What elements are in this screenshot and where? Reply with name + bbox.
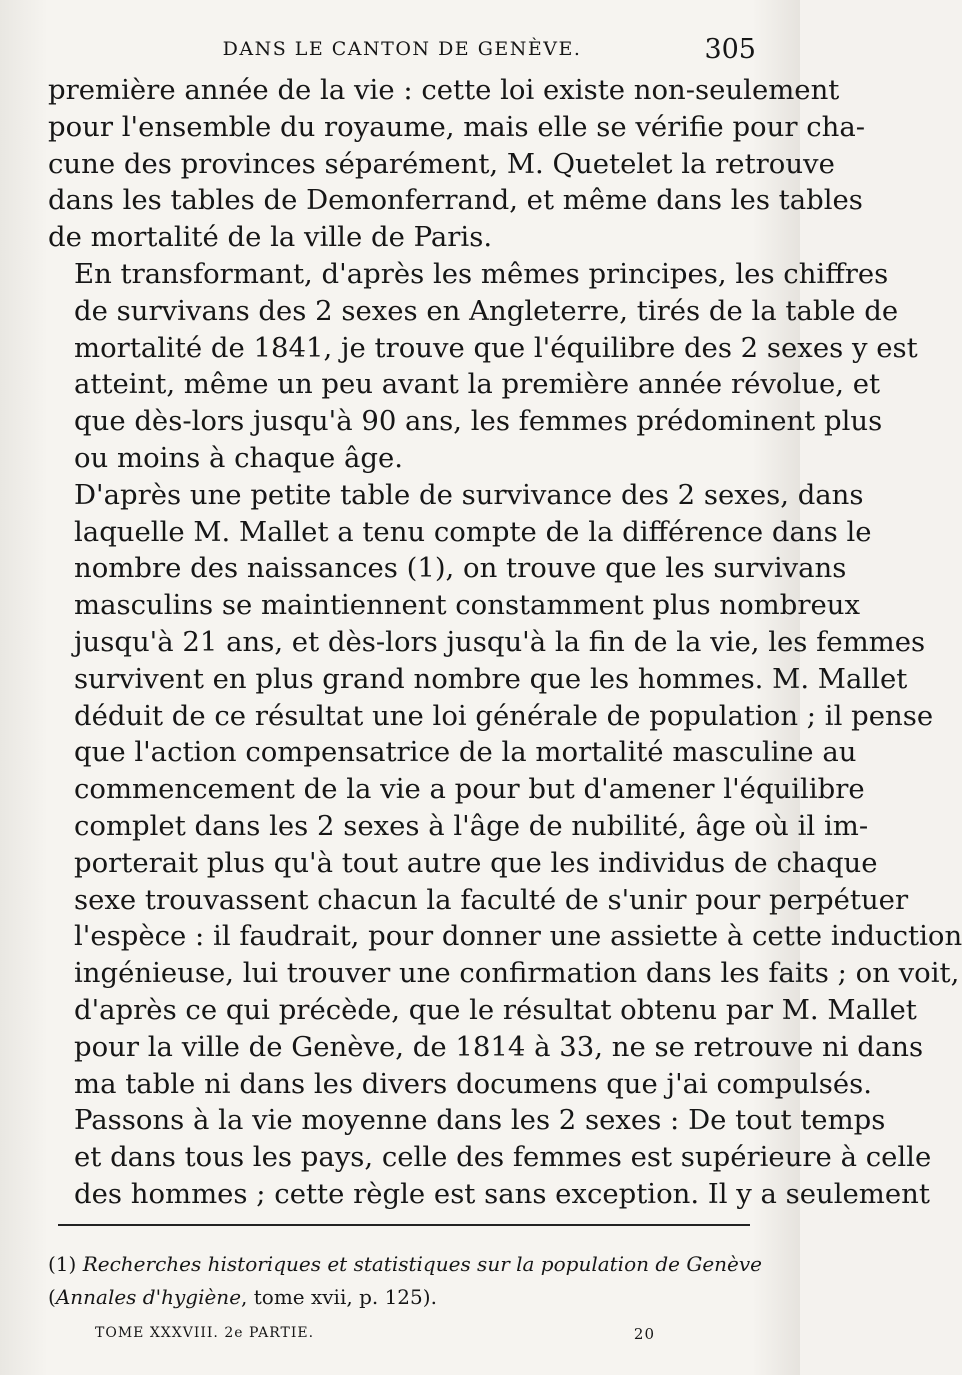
text-line: atteint, même un peu avant la première année révolue, et: [74, 368, 881, 401]
text-line: des hommes ; cette règle est sans exception. Il y a seulement: [74, 1177, 930, 1210]
footnote-marker: (1): [48, 1252, 77, 1276]
text-line: que l'action compensatrice de la mortalité masculine au: [74, 736, 857, 769]
text-line: ingénieuse, lui trouver une confirmation dans les faits ; on voit,: [74, 957, 960, 990]
text-line: commencement de la vie a pour but d'amener l'équilibre: [74, 773, 865, 806]
text-line: cune des provinces séparément, M. Quetelet la retrouve: [48, 147, 835, 180]
text-line: masculins se maintiennent constamment plus nombreux: [74, 589, 860, 622]
footnote: [48, 1248, 763, 1314]
footnote-title: Recherches historiques et statistiques sur la population de Genève: [82, 1252, 763, 1276]
text-line: porterait plus qu'à tout autre que les individus de chaque: [74, 846, 878, 879]
running-head: [48, 34, 756, 70]
text-line: sexe trouvassent chacun la faculté de s'unir pour perpétuer: [74, 883, 909, 916]
paragraph: [48, 1102, 932, 1212]
signature-line: [95, 1325, 655, 1349]
footnote-line-1: [48, 1248, 763, 1281]
text-line: complet dans les 2 sexes à l'âge de nubilité, âge où il im-: [74, 809, 869, 842]
text-line: ou moins à chaque âge.: [74, 441, 403, 474]
text-line: première année de la vie : cette loi existe non-seulement: [48, 74, 840, 106]
text-line: laquelle M. Mallet a tenu compte de la différence dans le: [74, 515, 872, 548]
text-line: et dans tous les pays, celle des femmes est supérieure à celle: [74, 1141, 932, 1174]
text-line: Passons à la vie moyenne dans les 2 sexes : De tout temps: [74, 1104, 886, 1137]
footnote-open-paren: (: [48, 1285, 56, 1309]
text-line: jusqu'à 21 ans, et dès-lors jusqu'à la fin de la vie, les femmes: [74, 625, 926, 658]
page-number: 305: [704, 34, 756, 65]
footnote-journal: Annales d'hygiène: [55, 1285, 242, 1309]
text-line: nombre des naissances (1), on trouve que les survivans: [74, 552, 847, 585]
text-line: ma table ni dans les divers documens que j'ai compulsés.: [74, 1067, 872, 1100]
paragraph: [48, 477, 962, 1103]
signature-volume: TOME XXXVIII. 2e PARTIE.: [95, 1325, 315, 1341]
paragraph: [48, 72, 866, 256]
paragraph: [48, 256, 918, 477]
text-line: pour la ville de Genève, de 1814 à 33, ne se retrouve ni dans: [74, 1030, 924, 1063]
footnote-reference: , tome xvii, p. 125).: [241, 1285, 437, 1309]
text-line: pour l'ensemble du royaume, mais elle se vérifie pour cha-: [48, 110, 866, 143]
footnote-rule: [58, 1224, 750, 1226]
text-line: que dès-lors jusqu'à 90 ans, les femmes prédominent plus: [74, 405, 883, 438]
text-line: de mortalité de la ville de Paris.: [48, 221, 493, 254]
text-line: de survivans des 2 sexes en Angleterre, tirés de la table de: [74, 294, 899, 327]
text-line: l'espèce : il faudrait, pour donner une assiette à cette induction: [74, 920, 962, 953]
text-line: D'après une petite table de survivance des 2 sexes, dans: [74, 478, 864, 511]
footnote-line-2: [48, 1281, 754, 1314]
signature-number: 20: [633, 1325, 655, 1343]
text-line: En transformant, d'après les mêmes principes, les chiffres: [74, 257, 889, 290]
text-line: d'après ce qui précède, que le résultat obtenu par M. Mallet: [74, 993, 917, 1026]
running-title: DANS LE CANTON DE GENÈVE.: [222, 38, 582, 60]
body-text: [48, 72, 962, 1213]
text-line: survivent en plus grand nombre que les hommes. M. Mallet: [74, 662, 908, 695]
text-line: déduit de ce résultat une loi générale de population ; il pense: [74, 699, 934, 732]
text-line: dans les tables de Demonferrand, et même dans les tables: [48, 184, 863, 217]
text-line: mortalité de 1841, je trouve que l'équilibre des 2 sexes y est: [74, 331, 918, 364]
